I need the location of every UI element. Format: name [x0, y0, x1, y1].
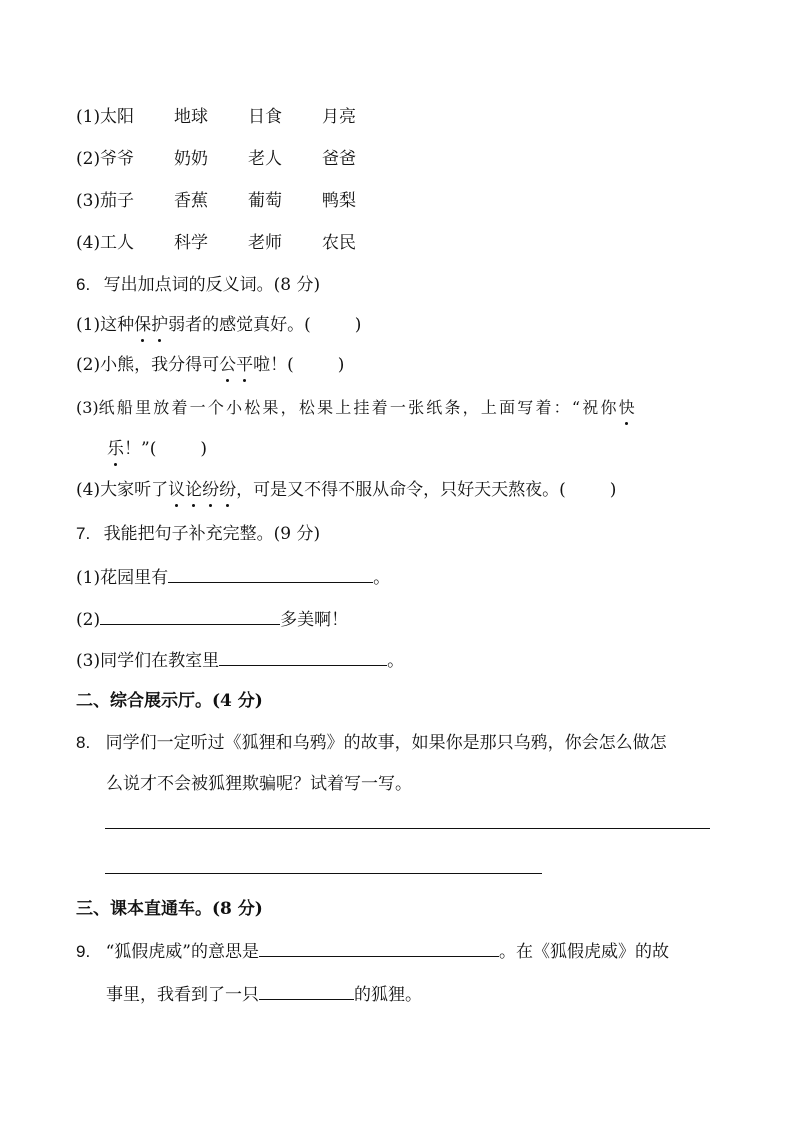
dotted-char: 论: [185, 480, 203, 500]
close-paren: ): [609, 480, 617, 500]
word-item: 老人: [248, 149, 282, 169]
item-number: (2): [76, 355, 101, 375]
word-item: 老师: [248, 233, 282, 253]
section-2-title: 二、综合展示厅。(4 分): [76, 691, 263, 711]
word-item: (4): [76, 233, 101, 253]
close-paren: ): [200, 439, 207, 459]
q7-item-1: [76, 565, 390, 589]
item-number: (3): [76, 651, 101, 671]
item-text: 小熊，我分得可: [100, 355, 220, 375]
dotted-char: 纷: [202, 480, 220, 500]
q9-text: 事里，我看到了一只: [106, 985, 259, 1005]
word-item: 工人: [100, 233, 134, 253]
dotted-word: [107, 439, 124, 459]
close-paren: ): [354, 315, 362, 335]
fill-blank[interactable]: [219, 648, 387, 666]
word-item: 茄子: [100, 191, 134, 211]
dotted-word: [168, 480, 236, 500]
item-text: ，可是又不得不服从命令，只好天天熬夜。(: [236, 480, 566, 500]
q6-item-3-line-1: [76, 396, 635, 420]
fill-blank[interactable]: [259, 982, 354, 1000]
word-item: 香蕉: [174, 191, 208, 211]
word-item: 爷爷: [100, 149, 134, 169]
item-number: (1): [76, 315, 101, 335]
dotted-char: 公: [219, 355, 237, 375]
fill-blank[interactable]: [100, 607, 280, 625]
q9-text: 。在《狐假虎威》的故: [498, 942, 669, 962]
dotted-char: 快: [619, 396, 635, 420]
q5-word-row: [76, 189, 496, 213]
item-text: 弱者的感觉真好。(: [168, 315, 311, 335]
dotted-char: 保: [134, 315, 152, 335]
q8-text: 同学们一定听过《狐狸和乌鸦》的故事，如果你是那只乌鸦，你会怎么做怎: [105, 733, 667, 753]
word-item: 太阳: [100, 107, 134, 127]
q7-heading: [76, 522, 320, 546]
word-item: (3): [76, 191, 101, 211]
q8-line-1: [76, 731, 667, 755]
q9-number: 9.: [76, 942, 91, 961]
item-number: (3): [76, 398, 99, 417]
item-text: 。: [373, 568, 391, 588]
q6-item-4: [76, 478, 616, 502]
word-item: (1): [76, 107, 101, 127]
section-3-title: 三、课本直通车。(8 分): [76, 899, 263, 919]
item-text: 同学们在教室里: [100, 651, 220, 671]
item-text: 。: [387, 651, 405, 671]
item-text: 花园里有: [100, 568, 169, 588]
answer-line[interactable]: [105, 873, 542, 874]
q9-text: 的狐狸。: [354, 985, 422, 1005]
word-item: 农民: [322, 233, 356, 253]
item-number: (1): [76, 568, 101, 588]
fill-blank[interactable]: [259, 939, 499, 957]
item-text: 这种: [100, 315, 135, 335]
item-text: 啦！(: [253, 355, 294, 375]
q6-heading: [76, 273, 320, 297]
word-item: 奶奶: [174, 149, 208, 169]
word-item: 月亮: [322, 107, 356, 127]
item-text: 多美啊！: [280, 610, 349, 630]
answer-line[interactable]: [105, 828, 710, 829]
item-text: 大家听了: [100, 480, 169, 500]
q9-line-2: [106, 982, 422, 1006]
item-number: (4): [76, 480, 101, 500]
close-paren: ): [337, 355, 345, 375]
q8-line-2: 么说才不会被狐狸欺骗呢？试着写一写。: [106, 774, 412, 794]
dotted-char: 护: [151, 315, 169, 335]
word-item: 爸爸: [322, 149, 356, 169]
fill-blank[interactable]: [168, 565, 373, 583]
q6-title: 写出加点词的反义词。(8 分): [103, 275, 321, 295]
q6-item-2: [76, 353, 344, 377]
word-item: 日食: [248, 107, 282, 127]
q6-item-3-line-2: [107, 437, 207, 461]
q7-item-3: [76, 648, 404, 672]
word-item: 鸭梨: [322, 191, 356, 211]
q9-text: “狐假虎威”的意思是: [105, 942, 259, 962]
dotted-word: [619, 398, 635, 417]
q5-word-row: [76, 231, 496, 255]
word-item: (2): [76, 149, 101, 169]
item-text: 纸船里放着一个小松果，松果上挂着一张纸条，上面写着：“祝你: [98, 398, 619, 417]
q7-item-2: [76, 607, 348, 631]
dotted-char: 乐: [107, 439, 124, 459]
word-item: 地球: [174, 107, 208, 127]
q6-number: 6.: [76, 275, 91, 294]
dotted-char: 纷: [219, 480, 237, 500]
q5-word-row: [76, 105, 496, 129]
dotted-word: [134, 315, 168, 335]
q6-item-1: [76, 313, 361, 337]
q5-word-row: [76, 147, 496, 171]
q7-title: 我能把句子补充完整。(9 分): [103, 524, 321, 544]
word-item: 科学: [174, 233, 208, 253]
dotted-char: 议: [168, 480, 186, 500]
item-text: ！”(: [124, 439, 157, 459]
q7-number: 7.: [76, 524, 91, 543]
item-number: (2): [76, 610, 101, 630]
word-item: 葡萄: [248, 191, 282, 211]
dotted-word: [219, 355, 253, 375]
q9-line-1: [76, 939, 669, 963]
q8-number: 8.: [76, 733, 91, 752]
dotted-char: 平: [236, 355, 254, 375]
